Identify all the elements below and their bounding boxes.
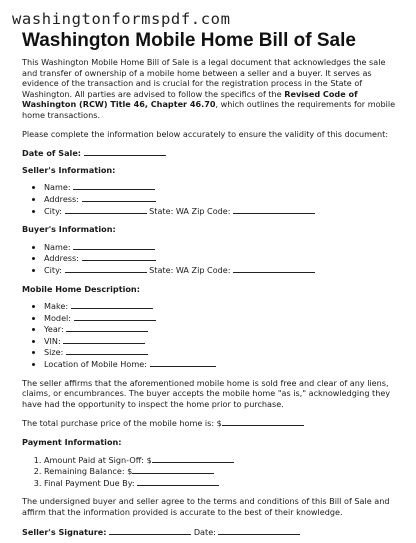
make-label: Make: xyxy=(44,301,71,312)
seller-heading: Seller's Information: xyxy=(22,164,116,175)
instruction-text: Please complete the information below accurately to ensure the validity of this document: xyxy=(22,128,389,139)
list-item xyxy=(44,454,396,466)
home-heading: Mobile Home Description: xyxy=(22,283,140,294)
list-item xyxy=(44,465,396,477)
remaining-label: Remaining Balance: $ xyxy=(44,466,133,477)
final-payment-label: Final Payment Due By: xyxy=(44,477,138,488)
seller-address-field[interactable] xyxy=(82,193,156,202)
signoff-field[interactable] xyxy=(152,454,234,463)
vin-field[interactable] xyxy=(63,335,145,344)
date-of-sale-field[interactable] xyxy=(84,147,166,156)
location-label: Location of Mobile Home: xyxy=(44,359,150,370)
buyer-state-zip-label: State: WA Zip Code: xyxy=(146,264,234,275)
price-field[interactable] xyxy=(222,417,304,426)
list-item xyxy=(44,312,396,324)
intro-paragraph xyxy=(22,57,396,121)
remaining-field[interactable] xyxy=(132,465,214,474)
price-label: The total purchase price of the mobile home is: $ xyxy=(22,418,222,429)
list-item xyxy=(44,241,396,253)
year-field[interactable] xyxy=(66,323,148,332)
buyer-name-label: Name: xyxy=(44,241,74,252)
signature-date-field[interactable] xyxy=(218,526,300,535)
agreement-paragraph: The undersigned buyer and seller agree to the terms and conditions of this Bill of Sale and affirm that the information provided is accurate to the best of their knowledge. xyxy=(22,496,390,517)
list-item xyxy=(44,323,396,335)
location-field[interactable] xyxy=(150,358,216,367)
buyer-list xyxy=(22,241,396,276)
make-field[interactable] xyxy=(71,300,153,309)
seller-zip-field[interactable] xyxy=(233,205,315,214)
list-item xyxy=(44,477,396,489)
final-payment-field[interactable] xyxy=(137,477,219,486)
list-item xyxy=(44,346,396,358)
model-field[interactable] xyxy=(74,312,156,321)
page-title: Washington Mobile Home Bill of Sale xyxy=(22,30,356,51)
date-of-sale-label: Date of Sale: xyxy=(22,148,84,159)
seller-city-label: City: xyxy=(44,205,65,216)
signature-label: Seller's Signature: xyxy=(22,526,110,537)
intro-rcw-reference: Revised Code of Washington (RCW) Title 46, Chapter 46.70 xyxy=(22,88,358,110)
payment-heading: Payment Information: xyxy=(22,437,122,448)
signoff-label: Amount Paid at Sign-Off: $ xyxy=(44,454,152,465)
intro-text-a: This Washington Mobile Home Bill of Sale is a legal document that acknowledges the sale and transfer of ownership of a mobile home between a seller and a buyer. It serves as evidence of the transaction and is crucial for the registration process in the State of Washington. All parties are advised to follow the specifics of the xyxy=(22,57,386,99)
buyer-address-field[interactable] xyxy=(82,252,156,261)
site-watermark: washingtonformspdf.com xyxy=(12,10,231,28)
size-label: Size: xyxy=(44,347,66,358)
seller-name-label: Name: xyxy=(44,182,74,193)
size-field[interactable] xyxy=(66,346,148,355)
buyer-heading: Buyer's Information: xyxy=(22,224,116,235)
list-item xyxy=(44,335,396,347)
list-item xyxy=(44,264,396,276)
date-of-sale-row xyxy=(22,147,396,159)
buyer-address-label: Address: xyxy=(44,253,82,264)
home-list xyxy=(22,300,396,370)
list-item xyxy=(44,181,396,193)
list-item xyxy=(44,252,396,264)
buyer-zip-field[interactable] xyxy=(233,264,315,273)
seller-state-zip-label: State: WA Zip Code: xyxy=(146,205,234,216)
price-row xyxy=(22,417,396,429)
seller-name-field[interactable] xyxy=(73,181,155,190)
vin-label: VIN: xyxy=(44,335,64,346)
intro-text-b: , which outlines the requirements for mobile home transactions. xyxy=(22,99,396,120)
model-label: Model: xyxy=(44,312,74,323)
seller-list xyxy=(22,181,396,216)
seller-city-field[interactable] xyxy=(65,205,147,214)
list-item xyxy=(44,193,396,205)
year-label: Year: xyxy=(44,324,67,335)
signature-field[interactable] xyxy=(109,526,191,535)
list-item xyxy=(44,300,396,312)
buyer-city-label: City: xyxy=(44,264,65,275)
document-body xyxy=(22,57,396,543)
seller-address-label: Address: xyxy=(44,193,82,204)
list-item xyxy=(44,358,396,370)
list-item xyxy=(44,205,396,217)
signature-date-label: Date: xyxy=(191,526,219,537)
buyer-name-field[interactable] xyxy=(73,241,155,250)
signature-row xyxy=(22,526,396,538)
affirmation-paragraph: The seller affirms that the aforementioned mobile home is sold free and clear of any liens, claims, or encumbrances. The buyer accepts the mobile home "as is," acknowledging they have had the opportunity to inspect the home prior to purchase. xyxy=(22,377,391,409)
payment-list xyxy=(22,454,396,489)
buyer-city-field[interactable] xyxy=(65,264,147,273)
